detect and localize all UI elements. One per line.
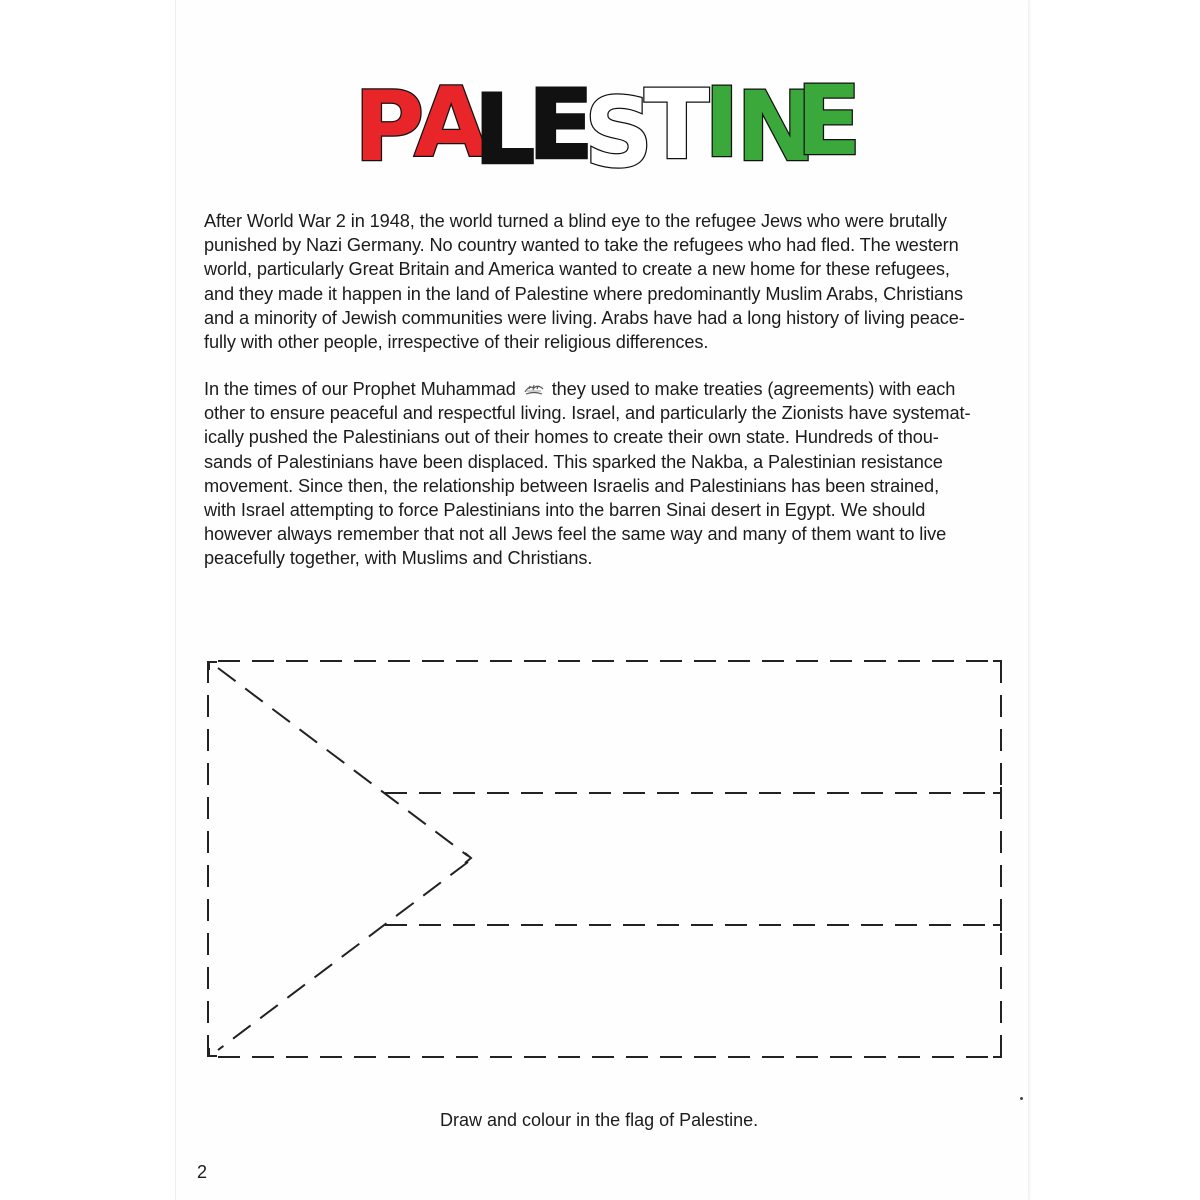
title-letter-s: S (584, 77, 654, 189)
triangle-apex-mark (465, 853, 471, 863)
flag-triangle-lower-edge (218, 862, 468, 1050)
paragraph-line: sands of Palestinians have been displaced. This sparked the Nakba, a Palestinian resistance (204, 451, 943, 472)
paragraph-line: movement. Since then, the relationship between Israelis and Palestinians has been strained, (204, 475, 940, 496)
paragraph-line: and they made it happen in the land of Palestine where predominantly Muslim Arabs, Christians (204, 283, 964, 304)
paragraph-line: peacefully together, with Muslims and Christians. (204, 548, 593, 569)
paragraph-line: with Israel attempting to force Palestinians into the barren Sinai desert in Egypt. We should (204, 500, 926, 521)
flag-triangle-upper-edge (218, 668, 468, 856)
page-number: 2 (197, 1162, 208, 1182)
corner-top-left-mark (209, 662, 217, 670)
title-lettering (352, 65, 862, 189)
paragraph-line: fully with other people, irrespective of their religious differences. (204, 332, 709, 353)
corner-bottom-left-mark (209, 1048, 217, 1056)
corner-top-right-mark (993, 661, 1001, 669)
paragraph-line (204, 377, 1004, 401)
title-letter-e2: E (796, 65, 862, 177)
title-letter-a: A (414, 67, 489, 179)
title-letter-e: E (528, 69, 594, 181)
corner-bottom-right-mark (993, 1049, 1001, 1057)
paragraph-line: and a minority of Jewish communities were living. Arabs have had a long history of living peace- (204, 307, 965, 328)
page-title (352, 65, 862, 189)
line-text: In the times of our Prophet Muhammad (204, 379, 516, 399)
title-letter-t: T (644, 69, 710, 181)
paragraph-line: punished by Nazi Germany. No country wanted to take the refugees who had fled. The western (204, 235, 959, 256)
paragraph-line: After World War 2 in 1948, the world turned a blind eye to the refugee Jews who were brutally (204, 211, 947, 231)
title-letter-p: P (354, 71, 425, 183)
paragraph-line: ically pushed the Palestinians out of their homes to create their own state. Hundreds of thou- (204, 427, 939, 448)
title-letter-l: L (474, 74, 536, 186)
intro-paragraph (204, 209, 1004, 354)
title-letter-n: N (736, 71, 817, 183)
title-letter-i: I (704, 67, 740, 179)
line-text: they used to make treaties (agreements) with each (551, 379, 956, 399)
flag-dashed-template (200, 650, 1020, 1070)
paragraph-line: world, particularly Great Britain and America wanted to create a new home for these refugees, (204, 259, 950, 280)
history-paragraph (204, 377, 1004, 571)
paragraph-line: other to ensure peaceful and respectful living. Israel, and particularly the Zionists have systemat- (204, 403, 971, 424)
pbuh-calligraphy-icon (523, 382, 545, 396)
paragraph-line: however always remember that not all Jews feel the same way and many of them want to live (204, 524, 947, 545)
activity-caption: Draw and colour in the flag of Palestine. (440, 1110, 759, 1130)
flag-drawing-outline[interactable] (200, 650, 1020, 1070)
scan-speck (1020, 1097, 1023, 1100)
